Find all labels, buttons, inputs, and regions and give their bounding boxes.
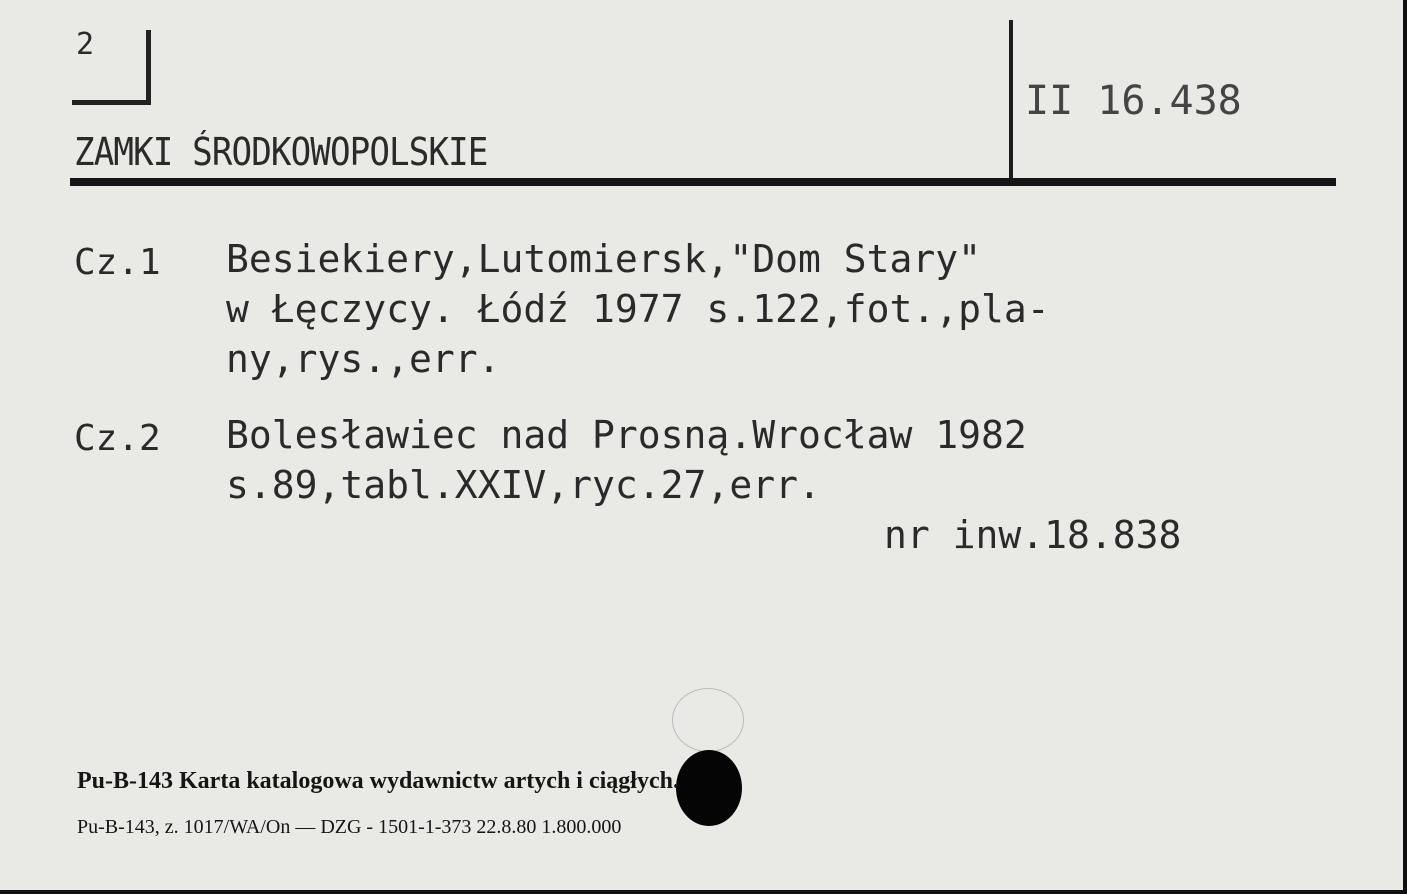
call-number: II 16.438: [1025, 78, 1242, 124]
punch-hole: [676, 750, 742, 826]
form-imprint: Pu-B-143, z. 1017/WA/On — DZG - 1501-1-373 22.8.80 1.800.000: [77, 816, 622, 838]
header-rule: [70, 178, 1336, 186]
entry-2-line-1: Bolesławiec nad Prosną.Wrocław 1982: [226, 413, 1027, 457]
header-divider: [1009, 20, 1013, 182]
entry-1-line-2: w Łęczycy. Łódź 1977 s.122,fot.,pla-: [226, 287, 1050, 331]
form-title: Pu-B-143 Karta katalogowa wydawnictw artych i ciągłych.: [77, 768, 679, 794]
part-label-1: Cz.1: [74, 242, 161, 283]
subject-heading: ZAMKI ŚRODKOWOPOLSKIE: [74, 130, 488, 174]
punch-ring: [672, 688, 744, 752]
sheet-number: 2: [76, 27, 95, 62]
entry-2-line-2: s.89,tabl.XXIV,ryc.27,err.: [226, 463, 821, 507]
part-label-2: Cz.2: [74, 418, 161, 459]
entry-1-line-3: ny,rys.,err.: [226, 337, 501, 381]
inventory-number: nr inw.18.838: [884, 513, 1182, 557]
entry-1-line-1: Besiekiery,Lutomiersk,"Dom Stary": [226, 237, 981, 281]
